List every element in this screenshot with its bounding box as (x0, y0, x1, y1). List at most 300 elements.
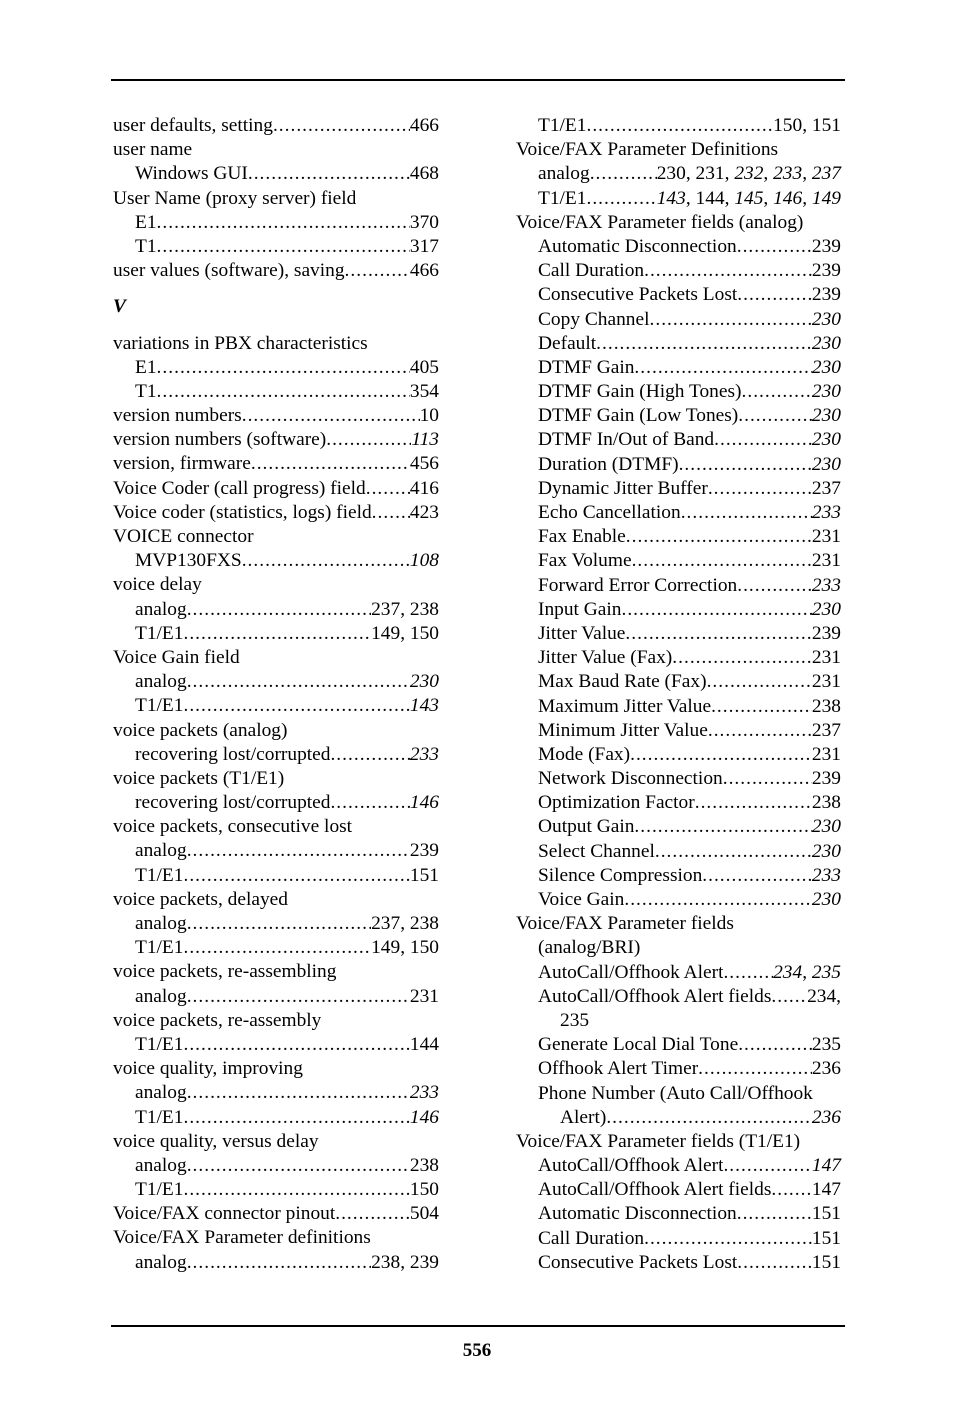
dot-leader (248, 162, 410, 186)
entry-term: Silence Compression (538, 864, 703, 886)
entry-term: voice quality, improving (113, 1058, 303, 1080)
index-entry (113, 428, 439, 452)
index-subentry (113, 985, 439, 1009)
entry-term: E1 (135, 211, 157, 233)
entry-term: voice packets, re-assembling (113, 961, 337, 983)
index-subentry (113, 791, 439, 815)
dot-leader (183, 1033, 409, 1057)
page-reference: 151 (811, 1203, 841, 1225)
entry-term: AutoCall/Offhook Alert fields (538, 1179, 772, 1201)
page-reference: 230 (811, 598, 841, 620)
page-references (812, 380, 841, 404)
page-references (812, 235, 841, 259)
index-subentry (113, 380, 439, 404)
index-entry (113, 888, 439, 912)
dot-leader (655, 840, 812, 864)
dot-leader (183, 622, 371, 646)
entry-term: T1/E1 (135, 1179, 184, 1201)
page-reference: 237 (371, 598, 401, 620)
entry-term: Maximum Jitter Value (538, 695, 712, 717)
page-references: 149, 150 (371, 937, 439, 959)
footer-rule (111, 1325, 845, 1327)
page-reference: 150 (773, 115, 803, 136)
dot-leader (187, 670, 410, 694)
index-subentry (516, 477, 841, 501)
dot-leader (723, 767, 812, 791)
entry-term: T1 (135, 235, 157, 257)
dot-leader (707, 670, 812, 694)
index-entry (113, 187, 439, 211)
index-subentry (113, 694, 439, 718)
entry-term: analog (135, 913, 187, 934)
dot-leader (590, 162, 657, 186)
page-references (410, 985, 439, 1009)
index-subentry (516, 622, 841, 646)
entry-term: analog (135, 1154, 187, 1176)
dot-leader (187, 985, 410, 1009)
page-reference: 233 (409, 1082, 439, 1104)
page-reference: 230 (811, 381, 841, 403)
entry-term: variations in PBX characteristics (113, 332, 368, 354)
dot-leader (737, 1251, 812, 1275)
dot-leader (723, 1154, 811, 1178)
entry-term: MVP130FXS (135, 550, 242, 572)
index-subentry (516, 501, 841, 525)
page-reference: 231 (811, 550, 841, 572)
entry-term: Mode (Fax) (538, 743, 631, 765)
dot-leader (625, 622, 811, 646)
index-subentry (113, 1081, 439, 1105)
index-subentry (516, 308, 841, 332)
index-subentry (516, 1033, 841, 1057)
entry-term: Voice coder (statistics, logs) field (113, 501, 372, 523)
dot-leader (714, 428, 812, 452)
page-references (812, 767, 841, 791)
index-subentry (516, 815, 841, 839)
index-subentry (516, 1057, 841, 1081)
page-reference: 239 (811, 768, 841, 790)
index-subentry (113, 670, 439, 694)
entry-term: Windows GUI (135, 163, 248, 185)
dot-leader (187, 598, 371, 622)
dot-leader (187, 1251, 371, 1275)
page-reference: 235 (811, 1034, 841, 1056)
page-references (410, 1033, 439, 1057)
dot-leader (738, 404, 812, 428)
dot-leader (737, 1202, 812, 1226)
index-entry (113, 960, 439, 984)
index-entry (113, 1130, 439, 1154)
entry-term: Consecutive Packets Lost (538, 1251, 738, 1273)
entry-term: (analog/BRI) (538, 937, 641, 959)
page-references: 230, 231, 232, 233, 237 (656, 163, 841, 185)
page-references (410, 114, 439, 138)
page-reference: 354 (409, 380, 439, 402)
dot-leader (183, 864, 409, 888)
index-subentry (516, 1227, 841, 1251)
page-references: 234, 235 (773, 961, 841, 983)
dot-leader (672, 646, 812, 670)
entry-term: Voice/FAX connector pinout (113, 1203, 336, 1225)
index-subentry (113, 864, 439, 888)
index-subentry (113, 162, 439, 186)
entry-term: user defaults, setting (113, 115, 273, 136)
dot-leader (157, 211, 410, 235)
entry-term: Jitter Value (Fax) (538, 647, 673, 669)
page-reference: 146 (773, 187, 803, 209)
page-reference: 233 (811, 574, 841, 596)
page-references (812, 308, 841, 332)
entry-term: AutoCall/Offhook Alert (538, 961, 724, 983)
index-subentry (516, 791, 841, 815)
page-reference: 466 (409, 115, 439, 136)
index-column-right (516, 114, 841, 1275)
index-subentry (516, 936, 841, 960)
page-reference: 145 (734, 187, 764, 209)
page-reference: 233 (811, 502, 841, 523)
header-rule (111, 79, 845, 81)
page-references (812, 283, 841, 307)
page-references (410, 743, 439, 767)
entry-term: DTMF Gain (Low Tones) (538, 405, 739, 427)
page-references (812, 453, 841, 477)
dot-leader (695, 791, 812, 815)
entry-term: Voice Gain field (113, 646, 240, 668)
page-reference: 423 (409, 501, 439, 523)
entry-term: Voice/FAX Parameter fields (T1/E1) (516, 1130, 801, 1152)
page-references (410, 864, 439, 888)
entry-term: analog (135, 1251, 187, 1273)
entry-term: version numbers (113, 405, 242, 427)
index-subentry (516, 283, 841, 307)
entry-term: analog (135, 671, 187, 693)
page-references (812, 549, 841, 573)
dot-leader (634, 815, 812, 839)
index-subentry (113, 598, 439, 622)
entry-term: voice packets, re-assembly (113, 1009, 322, 1031)
entry-term: Input Gain (538, 598, 622, 620)
page-reference: 233 (773, 163, 803, 185)
page-reference: 230 (409, 671, 439, 693)
entry-term: Consecutive Packets Lost (538, 284, 738, 306)
page-references (812, 719, 841, 743)
page-reference: 10 (419, 405, 439, 427)
dot-leader (679, 453, 812, 477)
entry-term: User Name (proxy server) field (113, 187, 357, 209)
page-reference: 231 (811, 743, 841, 765)
index-entry (113, 1057, 439, 1081)
index-subentry (516, 646, 841, 670)
page-references (410, 356, 439, 380)
entry-term: DTMF Gain (High Tones) (538, 381, 742, 403)
entry-term: Call Duration (538, 1227, 645, 1249)
page-references (410, 694, 439, 718)
page-reference: 239 (811, 622, 841, 644)
index-subentry (516, 404, 841, 428)
page-reference: 230 (656, 163, 686, 185)
index-entry (113, 259, 439, 283)
index-entry (516, 1130, 841, 1154)
index-subentry (516, 864, 841, 888)
page-references (812, 695, 841, 719)
page-reference: 416 (409, 477, 439, 499)
entry-term: Output Gain (538, 816, 635, 838)
index-subentry (516, 719, 841, 743)
entry-term: T1/E1 (135, 622, 184, 644)
entry-term: user name (113, 139, 193, 161)
index-subentry (516, 961, 841, 985)
page-reference: 236 (811, 1106, 841, 1128)
entry-term: voice packets (T1/E1) (113, 767, 285, 789)
dot-leader (702, 864, 812, 888)
dot-leader (183, 1178, 409, 1202)
entry-term: T1/E1 (538, 187, 587, 209)
dot-leader (187, 1081, 410, 1105)
entry-term: analog (135, 985, 187, 1007)
page-references (410, 1081, 439, 1105)
page-references (410, 1178, 439, 1202)
page-reference: 239 (409, 840, 439, 862)
entry-term: Echo Cancellation (538, 502, 681, 523)
page-reference: 317 (409, 235, 439, 257)
index-subentry (516, 549, 841, 573)
page-reference: 468 (409, 163, 439, 185)
page-references (812, 356, 841, 380)
page-reference: 230 (811, 816, 841, 838)
page-number: 556 (462, 1340, 492, 1361)
page-reference: 239 (409, 1251, 439, 1273)
page-reference: 238 (409, 598, 439, 620)
index-subentry (516, 670, 841, 694)
dot-leader (183, 694, 409, 718)
index-subentry (113, 936, 439, 960)
entry-term: T1/E1 (135, 1106, 184, 1128)
page-reference: 150 (409, 1179, 439, 1201)
page-references (410, 1154, 439, 1178)
index-entry (113, 452, 439, 476)
page-reference: 230 (811, 405, 841, 427)
index-entry (113, 114, 439, 138)
dot-leader (330, 743, 409, 767)
page-references (812, 840, 841, 864)
index-subentry (516, 114, 841, 138)
dot-leader (326, 428, 411, 452)
entry-term: Minimum Jitter Value (538, 719, 708, 741)
entry-term: Optimization Factor (538, 792, 695, 814)
page-references (812, 1202, 841, 1226)
page-reference: 236 (811, 1058, 841, 1080)
page-reference: 149 (371, 937, 401, 959)
page-reference: 370 (409, 211, 439, 233)
page-reference: 108 (409, 550, 439, 572)
dot-leader (366, 477, 410, 501)
index-subentry (516, 259, 841, 283)
entry-term: voice quality, versus delay (113, 1130, 319, 1152)
entry-term: Dynamic Jitter Buffer (538, 477, 708, 499)
page-reference: 232 (734, 163, 764, 185)
dot-leader (624, 888, 812, 912)
dot-leader (586, 187, 656, 211)
entry-term: analog (135, 840, 187, 862)
index-subentry (516, 1009, 841, 1033)
page-reference: 231 (811, 647, 841, 669)
page-reference: 231 (695, 163, 725, 185)
entry-term: voice packets (analog) (113, 719, 288, 741)
page-reference: 149 (811, 187, 841, 209)
dot-leader (183, 1106, 409, 1130)
entry-term: Duration (DTMF) (538, 453, 679, 475)
dot-leader (737, 283, 812, 307)
dot-leader (345, 259, 410, 283)
page-references (812, 574, 841, 598)
page-references: 237, 238 (371, 913, 439, 934)
entry-term: Voice/FAX Parameter Definitions (516, 139, 779, 161)
index-subentry (516, 235, 841, 259)
page-references (812, 646, 841, 670)
entry-term: VOICE connector (113, 526, 254, 547)
page-references (410, 501, 439, 525)
dot-leader (251, 452, 410, 476)
entry-term: T1/E1 (538, 115, 587, 136)
entry-term: Network Disconnection (538, 768, 723, 790)
index-subentry (516, 1106, 841, 1130)
index-entry (113, 767, 439, 791)
page-reference: 147 (811, 1179, 841, 1201)
index-subentry (516, 162, 841, 186)
index-subentry (516, 1154, 841, 1178)
index-entry (113, 525, 439, 549)
index-subentry (113, 1251, 439, 1275)
page-references (812, 1178, 841, 1202)
entry-term: Max Baud Rate (Fax) (538, 671, 707, 693)
page-reference: 151 (811, 1251, 841, 1273)
page-references (812, 598, 841, 622)
page-reference: 146 (409, 1106, 439, 1128)
entry-term: recovering lost/corrupted (135, 743, 331, 765)
page-references (812, 670, 841, 694)
page-reference: 237 (811, 163, 841, 185)
index-entry (113, 1009, 439, 1033)
index-entry (113, 404, 439, 428)
page-references (410, 791, 439, 815)
page-references: 238, 239 (371, 1251, 439, 1273)
page-references (410, 1106, 439, 1130)
index-subentry (516, 525, 841, 549)
index-entry (113, 646, 439, 670)
index-entry (516, 211, 841, 235)
page-references: 149, 150 (371, 622, 439, 644)
page-references (410, 670, 439, 694)
page-reference: 238 (811, 695, 841, 717)
entry-term: Fax Enable (538, 526, 626, 548)
index-subentry (113, 839, 439, 863)
page-reference: 234, (807, 985, 841, 1007)
page-reference: 466 (409, 260, 439, 282)
page-reference: 231 (409, 985, 439, 1007)
index-subentry (516, 574, 841, 598)
entry-term: Automatic Disconnection (538, 235, 737, 257)
dot-leader (187, 1154, 410, 1178)
entry-term: Voice/FAX Parameter fields (516, 913, 734, 935)
page-reference: 144 (409, 1033, 439, 1055)
page-reference: 146 (409, 792, 439, 814)
page-reference: 239 (811, 284, 841, 306)
entry-term: Copy Channel (538, 308, 650, 330)
dot-leader (187, 839, 410, 863)
index-subentry (516, 598, 841, 622)
entry-term: Alert) (560, 1106, 607, 1128)
page-references (812, 332, 841, 356)
page-reference: 237 (371, 913, 401, 934)
index-subentry (516, 1202, 841, 1226)
page-references (410, 162, 439, 186)
entry-term: analog (135, 1082, 187, 1104)
page-references (410, 549, 439, 573)
section-gap (113, 320, 439, 332)
index-subentry (113, 912, 439, 936)
dot-leader (242, 549, 410, 573)
page-references: 150, 151 (773, 115, 841, 136)
index-entry (113, 1226, 439, 1250)
entry-term: Jitter Value (538, 622, 626, 644)
entry-term: user values (software), saving (113, 260, 345, 282)
dot-leader (738, 1033, 812, 1057)
index-subentry (516, 767, 841, 791)
page-references (812, 815, 841, 839)
index-subentry (113, 356, 439, 380)
entry-term: 235 (560, 1009, 590, 1031)
entry-term: T1/E1 (135, 937, 184, 959)
index-subentry (516, 888, 841, 912)
entry-term: Automatic Disconnection (538, 1203, 737, 1225)
page-references (410, 452, 439, 476)
page-reference: 150 (409, 937, 439, 959)
page-reference: 230 (811, 453, 841, 475)
page-reference: 230 (811, 332, 841, 354)
page-references (410, 259, 439, 283)
index-subentry (113, 211, 439, 235)
page-reference: 235 (811, 961, 841, 983)
entry-term: Voice Coder (call progress) field (113, 477, 366, 499)
entry-term: Voice Gain (538, 889, 625, 910)
dot-leader (335, 1202, 410, 1226)
page-reference: 143 (409, 695, 439, 717)
dot-leader (742, 380, 812, 404)
index-subentry (516, 840, 841, 864)
entry-term: Voice/FAX Parameter definitions (113, 1227, 371, 1249)
entry-term: analog (538, 163, 590, 185)
entry-term: Voice/FAX Parameter fields (analog) (516, 211, 804, 233)
entry-term: AutoCall/Offhook Alert (538, 1155, 724, 1177)
page-reference: 233 (409, 743, 439, 765)
dot-leader (630, 743, 812, 767)
index-subentry (113, 622, 439, 646)
index-subentry (113, 1033, 439, 1057)
entry-term: T1/E1 (135, 1033, 184, 1055)
index-subentry (516, 332, 841, 356)
dot-leader (330, 791, 409, 815)
index-subentry (516, 356, 841, 380)
entry-term: DTMF In/Out of Band (538, 429, 715, 451)
index-subentry (516, 985, 841, 1009)
page-references (812, 1251, 841, 1275)
index-subentry (113, 1154, 439, 1178)
page-references (812, 259, 841, 283)
page-references (410, 839, 439, 863)
page-reference: 143 (656, 187, 686, 209)
dot-leader (157, 235, 410, 259)
dot-leader (771, 1178, 812, 1202)
